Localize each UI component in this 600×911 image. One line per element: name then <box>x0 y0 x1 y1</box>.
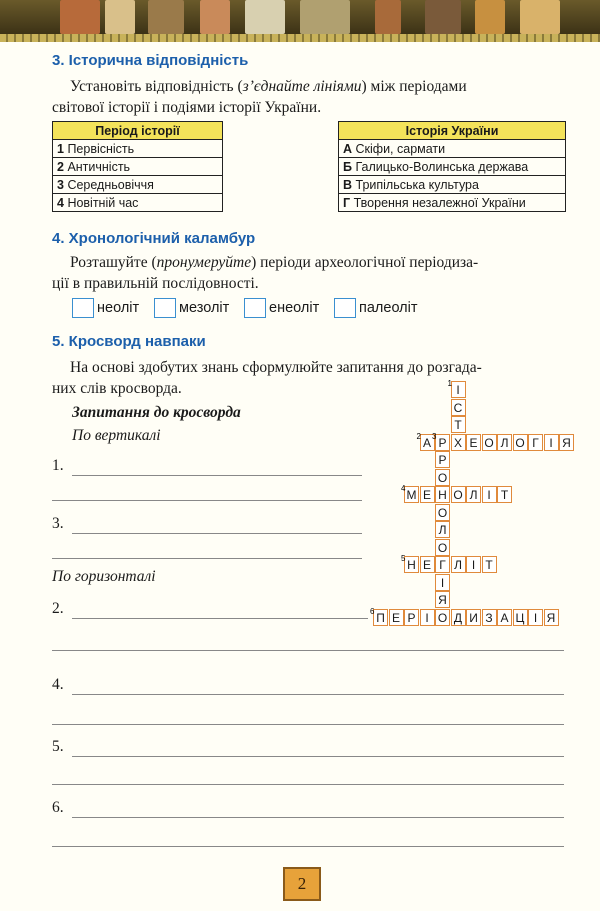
crossword-cell: А <box>420 434 435 451</box>
crossword-cell: П <box>373 609 388 626</box>
crossword-cell: О <box>482 434 497 451</box>
crossword-cell: О <box>435 469 450 486</box>
ukraine-row: А Скіфи, сармати <box>339 140 566 158</box>
answer-number: 1. <box>52 457 64 474</box>
crossword-cell: Л <box>435 521 450 538</box>
section-5-instruction-2: них слів кросворда. <box>52 380 182 397</box>
crossword-cell: Т <box>497 486 512 503</box>
crossword-cell: Р <box>404 609 419 626</box>
answer-line[interactable] <box>72 475 362 476</box>
artifact-image <box>520 0 560 34</box>
ukraine-table-header: Історія України <box>339 122 566 140</box>
crossword-cell: Е <box>420 486 435 503</box>
crossword-cell: Л <box>497 434 512 451</box>
period-table-header: Період історії <box>53 122 223 140</box>
artifact-image <box>375 0 401 34</box>
period-row: 2 Античність <box>53 158 223 176</box>
section-4-instruction-2: ції в правильній послідовності. <box>52 275 259 292</box>
answer-line[interactable] <box>52 558 362 559</box>
crossword-cell: Д <box>451 609 466 626</box>
crossword-cell: І <box>466 556 481 573</box>
crossword-cell: Р <box>435 451 450 468</box>
answer-line[interactable] <box>52 500 362 501</box>
crossword-cell: Т <box>451 416 466 433</box>
period-row: 3 Середньовіччя <box>53 176 223 194</box>
crossword-cell: О <box>435 539 450 556</box>
answer-line[interactable] <box>52 650 564 651</box>
ukraine-history-table <box>338 121 566 212</box>
crossword-clue-number: 1 <box>447 379 452 388</box>
answer-line[interactable] <box>52 846 564 847</box>
crossword-cell: О <box>513 434 528 451</box>
horizontal-title: По горизонталі <box>52 568 156 585</box>
answer-line[interactable] <box>72 618 368 619</box>
crossword-cell: І <box>528 609 543 626</box>
crossword-cell: А <box>497 609 512 626</box>
artifact-image <box>475 0 505 34</box>
crossword-cell: Т <box>482 556 497 573</box>
artifact-image <box>300 0 350 34</box>
questions-title: Запитання до кросворда <box>72 404 241 421</box>
answer-number: 2. <box>52 600 64 617</box>
crossword-cell: Я <box>435 591 450 608</box>
answer-line[interactable] <box>72 817 564 818</box>
artifact-image <box>60 0 100 34</box>
crossword-cell: Ц <box>513 609 528 626</box>
number-box[interactable] <box>154 298 176 318</box>
answer-line[interactable] <box>52 784 564 785</box>
crossword-clue-number: 5 <box>401 554 406 563</box>
artifact-image <box>200 0 230 34</box>
banner-border <box>0 34 600 42</box>
crossword-cell: Г <box>435 556 450 573</box>
section-3-instruction-2: світової історії і подіями історії України. <box>52 99 322 116</box>
crossword-cell: Р <box>435 434 450 451</box>
number-box[interactable] <box>244 298 266 318</box>
crossword-cell: И <box>466 609 481 626</box>
vertical-title: По вертикалі <box>72 427 161 444</box>
option-neolit: неоліт <box>72 298 139 318</box>
answer-line[interactable] <box>52 724 564 725</box>
crossword-cell: Л <box>451 556 466 573</box>
crossword-cell: Х <box>451 434 466 451</box>
crossword-cell: І <box>435 574 450 591</box>
crossword-cell: І <box>451 381 466 398</box>
crossword-cell: Я <box>544 609 559 626</box>
crossword-cell: С <box>451 399 466 416</box>
number-box[interactable] <box>334 298 356 318</box>
crossword-cell: Н <box>404 556 419 573</box>
crossword-clue-number: 4 <box>401 484 406 493</box>
answer-number: 5. <box>52 738 64 755</box>
number-box[interactable] <box>72 298 94 318</box>
artifact-image <box>245 0 285 34</box>
top-banner <box>0 0 600 34</box>
crossword-clue-number: 6 <box>370 606 375 616</box>
crossword-cell: Е <box>389 609 404 626</box>
answer-number: 4. <box>52 676 64 693</box>
artifact-image <box>105 0 135 34</box>
crossword-clue-number: 3 <box>432 431 437 441</box>
crossword-cell: І <box>482 486 497 503</box>
option-eneolit: енеоліт <box>244 298 319 318</box>
crossword-cell: Н <box>435 486 450 503</box>
ukraine-row: В Трипільська культура <box>339 176 566 194</box>
section-4-instruction: Розташуйте (пронумеруйте) періоди археологічної періодиза- <box>70 254 479 271</box>
section-3-instruction: Установіть відповідність (з’єднайте лініями) між періодами <box>70 78 467 95</box>
artifact-image <box>425 0 461 34</box>
answer-number: 6. <box>52 799 64 816</box>
artifact-image <box>148 0 184 34</box>
period-row: 1 Первісність <box>53 140 223 158</box>
crossword-cell: Е <box>466 434 481 451</box>
crossword-cell: Г <box>528 434 543 451</box>
option-paleolit: палеоліт <box>334 298 418 318</box>
section-3-heading: 3. Історична відповідність <box>52 52 249 69</box>
crossword-cell: Я <box>559 434 574 451</box>
crossword-cell: О <box>435 504 450 521</box>
ukraine-row: Г Творення незалежної України <box>339 194 566 212</box>
answer-line[interactable] <box>72 694 564 695</box>
crossword-cell: І <box>544 434 559 451</box>
option-mezolit: мезоліт <box>154 298 229 318</box>
answer-number: 3. <box>52 515 64 532</box>
answer-line[interactable] <box>72 756 564 757</box>
page-number: 2 <box>283 867 321 901</box>
crossword-cell: З <box>482 609 497 626</box>
answer-line[interactable] <box>72 533 362 534</box>
period-row: 4 Новітній час <box>53 194 223 212</box>
ukraine-row: Б Галицько-Волинська держава <box>339 158 566 176</box>
crossword-cell: О <box>451 486 466 503</box>
crossword-cell: І <box>420 609 435 626</box>
crossword-clue-number: 2 <box>416 431 421 441</box>
crossword-cell: О <box>435 609 450 626</box>
section-4-heading: 4. Хронологічний каламбур <box>52 230 256 247</box>
section-5-heading: 5. Кросворд навпаки <box>52 333 206 350</box>
crossword-cell: Л <box>466 486 481 503</box>
period-table <box>52 121 223 212</box>
section-5-instruction: На основі здобутих знань сформулюйте запитання до розгада- <box>70 359 482 376</box>
crossword-cell: Е <box>420 556 435 573</box>
crossword-cell: М <box>404 486 419 503</box>
